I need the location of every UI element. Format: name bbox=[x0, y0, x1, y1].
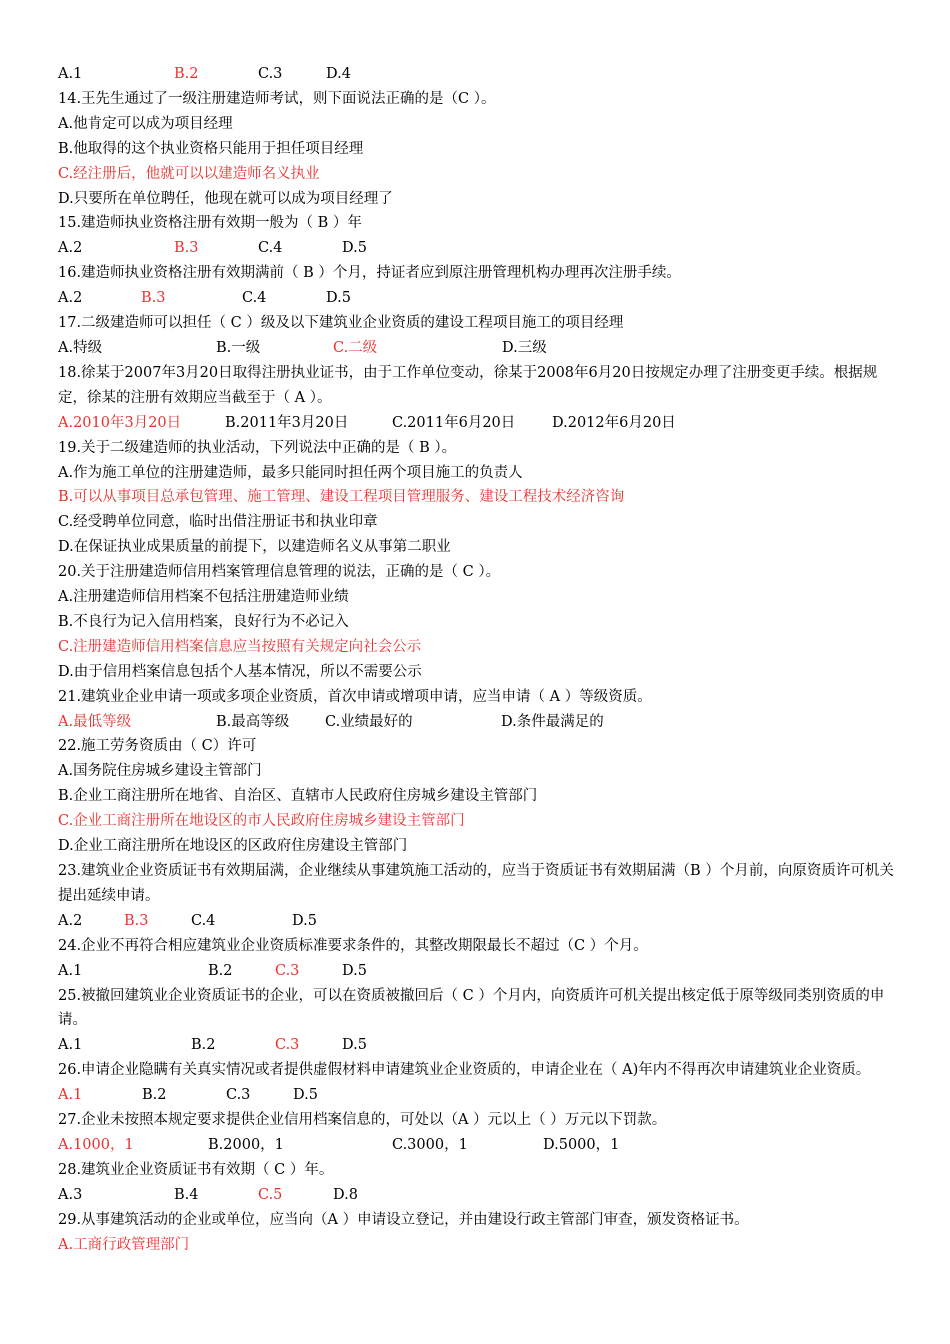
answer-options-row bbox=[58, 1083, 898, 1108]
option: D.5 bbox=[342, 1037, 367, 1054]
option: C.4 bbox=[258, 240, 283, 257]
question-line: 21.建筑业企业申请一项或多项企业资质，首次申请或增项申请，应当申请（ A ）等级资质。 bbox=[58, 688, 652, 705]
question-line: 16.建造师执业资格注册有效期满前（ B ）个月，持证者应到原注册管理机构办理再次注册手续。 bbox=[58, 265, 681, 282]
text-line: D.在保证执业成果质量的前提下，以建造师名义从事第二职业 bbox=[58, 539, 451, 556]
text-line: B.不良行为记入信用档案，良好行为不必记入 bbox=[58, 613, 349, 630]
option: D.5 bbox=[292, 912, 317, 929]
question-line: 29.从事建筑活动的企业或单位，应当向（A ）申请设立登记，并由建设行政主管部门审查，颁发资格证书。 bbox=[58, 1211, 749, 1228]
correct-option: A.1000，1 bbox=[58, 1136, 134, 1153]
document-body bbox=[58, 62, 898, 1258]
option: C.4 bbox=[242, 290, 267, 307]
question-line: 24.企业不再符合相应建筑业企业资质标准要求条件的，其整改期限最长不超过（C ）个月。 bbox=[58, 937, 648, 954]
correct-option: B.3 bbox=[174, 240, 199, 257]
correct-option: A.2010年3月20日 bbox=[58, 414, 182, 431]
correct-answer-line: C.企业工商注册所在地设区的市人民政府住房城乡建设主管部门 bbox=[58, 813, 465, 830]
correct-answer-line: C.经注册后，他就可以以建造师名义执业 bbox=[58, 165, 320, 182]
correct-answer-line: A.工商行政管理部门 bbox=[58, 1236, 190, 1253]
option: B.2011年3月20日 bbox=[225, 414, 349, 431]
answer-options-row bbox=[58, 1133, 898, 1158]
text-line: A.国务院住房城乡建设主管部门 bbox=[58, 763, 262, 780]
text-line: B.企业工商注册所在地省、自治区、直辖市人民政府住房城乡建设主管部门 bbox=[58, 788, 538, 805]
correct-option: B.3 bbox=[124, 912, 149, 929]
text-line: A.作为施工单位的注册建造师，最多只能同时担任两个项目施工的负责人 bbox=[58, 464, 523, 481]
option: D.8 bbox=[333, 1186, 358, 1203]
option: A.1 bbox=[58, 962, 83, 979]
question-line: 22.施工劳务资质由（ C）许可 bbox=[58, 738, 257, 755]
option: A.特级 bbox=[58, 339, 103, 356]
answer-options-row bbox=[58, 336, 898, 361]
answer-options-row bbox=[58, 236, 898, 261]
question-line: 28.建筑业企业资质证书有效期（ C ）年。 bbox=[58, 1161, 334, 1178]
text-line: A.注册建造师信用档案不包括注册建造师业绩 bbox=[58, 589, 349, 606]
option: C.2011年6月20日 bbox=[392, 414, 516, 431]
option: A.2 bbox=[58, 912, 83, 929]
question-line: 17.二级建造师可以担任（ C ）级及以下建筑业企业资质的建设工程项目施工的项目经理 bbox=[58, 315, 624, 332]
correct-option: C.二级 bbox=[333, 339, 378, 356]
correct-option: C.3 bbox=[275, 1037, 300, 1054]
option: D.5000，1 bbox=[543, 1136, 620, 1153]
option: C.3 bbox=[258, 66, 283, 82]
text-line: C.经受聘单位同意，临时出借注册证书和执业印章 bbox=[58, 514, 378, 531]
question-line: 19.关于二级建造师的执业活动，下列说法中正确的是（ B ）。 bbox=[58, 439, 457, 456]
question-line: 27.企业未按照本规定要求提供企业信用档案信息的，可处以（A ）元以上（ ）万元以下罚款。 bbox=[58, 1112, 667, 1129]
question-line: 15.建造师执业资格注册有效期一般为（ B ）年 bbox=[58, 215, 362, 232]
option: D.2012年6月20日 bbox=[552, 414, 676, 431]
correct-option: C.5 bbox=[258, 1186, 283, 1203]
option: A.1 bbox=[58, 66, 83, 82]
correct-option: B.2 bbox=[174, 66, 199, 82]
answer-options-row bbox=[58, 411, 898, 436]
answer-options-row bbox=[58, 286, 898, 311]
text-line: D.由于信用档案信息包括个人基本情况，所以不需要公示 bbox=[58, 663, 422, 680]
text-line: D.只要所在单位聘任，他现在就可以成为项目经理了 bbox=[58, 190, 393, 207]
answer-options-row bbox=[58, 1183, 898, 1208]
option: D.5 bbox=[342, 962, 367, 979]
question-line: 18.徐某于2007年3月20日取得注册执业证书，由于工作单位变动，徐某于2008年6月20日按规定办理了注册变更手续。根据规定，徐某的注册有效期应当截至于（ A ）。 bbox=[58, 364, 878, 406]
correct-option: C.3 bbox=[275, 962, 300, 979]
question-line: 14.王先生通过了一级注册建造师考试，则下面说法正确的是（C ）。 bbox=[58, 90, 496, 107]
text-line: D.企业工商注册所在地设区的区政府住房建设主管部门 bbox=[58, 838, 408, 855]
option: B.2 bbox=[208, 962, 233, 979]
text-line: A.他肯定可以成为项目经理 bbox=[58, 115, 233, 132]
answer-options-row bbox=[58, 909, 898, 934]
option: D.4 bbox=[326, 66, 351, 82]
option: D.三级 bbox=[502, 339, 547, 356]
option: B.2 bbox=[191, 1037, 216, 1054]
option: C.3000，1 bbox=[392, 1136, 468, 1153]
correct-option: B.3 bbox=[141, 290, 166, 307]
option: A.3 bbox=[58, 1186, 83, 1203]
option: C.4 bbox=[191, 912, 216, 929]
text-line: B.他取得的这个执业资格只能用于担任项目经理 bbox=[58, 140, 364, 157]
correct-answer-line: C.注册建造师信用档案信息应当按照有关规定向社会公示 bbox=[58, 638, 422, 655]
option: B.4 bbox=[174, 1186, 199, 1203]
option: A.2 bbox=[58, 290, 83, 307]
option: B.一级 bbox=[216, 339, 261, 356]
correct-option: A.最低等级 bbox=[58, 713, 132, 730]
question-line: 23.建筑业企业资质证书有效期届满，企业继续从事建筑施工活动的，应当于资质证书有效期届满（B ）个月前，向原资质许可机关提出延续申请。 bbox=[58, 863, 894, 904]
option: C.业绩最好的 bbox=[325, 713, 413, 730]
answer-options-row bbox=[58, 959, 898, 984]
option: D.条件最满足的 bbox=[501, 713, 604, 730]
option: C.3 bbox=[226, 1087, 251, 1104]
option: A.2 bbox=[58, 240, 83, 257]
answer-options-row bbox=[58, 1033, 898, 1058]
option: D.5 bbox=[342, 240, 367, 257]
question-line: 25.被撤回建筑业企业资质证书的企业，可以在资质被撤回后（ C ）个月内，向资质许可机关提出核定低于原等级同类别资质的申请。 bbox=[58, 987, 885, 1029]
answer-options-row bbox=[58, 710, 898, 735]
correct-option: A.1 bbox=[58, 1087, 83, 1104]
question-line: 26.申请企业隐瞒有关真实情况或者提供虚假材料申请建筑业企业资质的，申请企业在（ A)年内不得再次申请建筑业企业资质。 bbox=[58, 1062, 871, 1079]
option: B.2 bbox=[142, 1087, 167, 1104]
option: A.1 bbox=[58, 1037, 83, 1054]
option: D.5 bbox=[293, 1087, 318, 1104]
correct-answer-line: B.可以从事项目总承包管理、施工管理、建设工程项目管理服务、建设工程技术经济咨询 bbox=[58, 489, 625, 506]
question-line: 20.关于注册建造师信用档案管理信息管理的说法，正确的是（ C ）。 bbox=[58, 564, 501, 581]
option: B.2000，1 bbox=[208, 1136, 284, 1153]
option: D.5 bbox=[326, 290, 351, 307]
answer-options-row bbox=[58, 62, 898, 87]
option: B.最高等级 bbox=[216, 713, 290, 730]
